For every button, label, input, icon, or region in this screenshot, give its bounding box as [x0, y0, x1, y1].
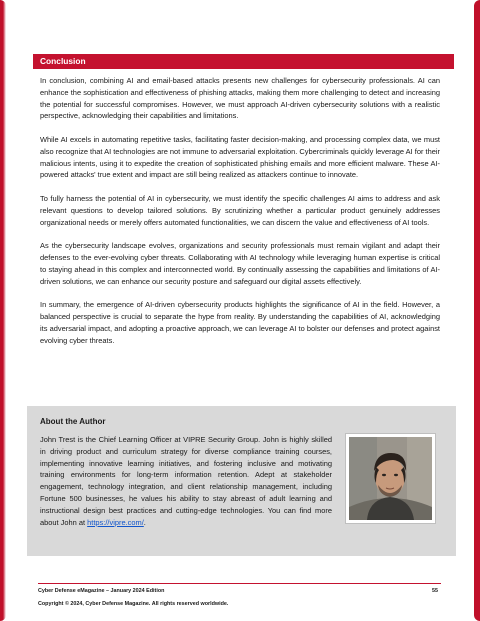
article-body — [40, 75, 440, 358]
about-author-heading: About the Author — [40, 417, 106, 426]
page-number: 55 — [432, 588, 438, 594]
section-heading: Conclusion — [33, 54, 454, 69]
footer-edition: Cyber Defense eMagazine – January 2024 Edition — [38, 588, 165, 594]
paragraph: In conclusion, combining AI and email-based attacks presents new challenges for cybersecurity professionals. AI can enhance the sophistication and effectiveness of phishing attacks, making them more challenging to detect and increasing the potential for successful compromises. However, we must approach AI-driven cybersecurity solutions with a realistic perspective, acknowledging their capabilities and limitations. — [40, 76, 440, 121]
author-bio — [40, 434, 332, 528]
paragraph: As the cybersecurity landscape evolves, organizations and security professionals must remain vigilant and adapt their defenses to the ever-evolving cyber threats. Collaborating with AI technology while leveraging human expertise is critical to staying ahead in this complex and interconnected world. By continually assessing the capabilities and limitations of AI-driven solutions, we can enhance our security posture and safeguard our digital assets effectively. — [40, 241, 440, 286]
paragraph: In summary, the emergence of AI-driven cybersecurity products highlights the significance of AI in the field. However, a balanced perspective is crucial to separate the hype from reality. By understanding the capabilities of AI, acknowledging its adversarial impact, and adopting a proactive approach, we can leverage AI to bolster our defenses and protect against evolving cyber threats. — [40, 300, 440, 345]
author-portrait-image — [349, 437, 432, 520]
author-website-link[interactable]: https://vipre.com/ — [87, 517, 144, 527]
right-edge-decoration — [474, 0, 480, 621]
author-bio-text: John Trest is the Chief Learning Officer at VIPRE Security Group. John is highly skilled in driving product and curriculum strategy for diverse compliance training courses, implementing innovative learning initiatives, and fostering inclusive and motivating training environments for long-term information retention. Adept at stakeholder engagement, technology integration, and client relationship management, including Fortune 500 businesses, he values his ability to stay abreast of adult learning and instructional design best practices and cutting-edge technologies. You can find more about John at — [40, 435, 332, 527]
footer-copyright: Copyright © 2024, Cyber Defense Magazine. All rights reserved worldwide. — [38, 601, 229, 607]
author-bio-end: . — [143, 517, 146, 527]
author-photo — [345, 433, 436, 524]
footer-divider — [38, 583, 441, 584]
left-edge-decoration — [0, 0, 6, 621]
paragraph: While AI excels in automating repetitive tasks, facilitating faster decision-making, and processing complex data, we must also recognize that AI technologies are not immune to adversarial exploitation. Cybercriminals quickly leverage AI for their malicious intents, using it to expedite the creation of sophisticated phishing emails and more efficient malware. These AI-powered attacks' true extent and impact are still being realized as attackers continue to innovate. — [40, 134, 440, 180]
paragraph: To fully harness the potential of AI in cybersecurity, we must identify the specific challenges AI aims to address and ask relevant questions to develop tailored solutions. By scrutinizing whether a particular product genuinely addresses organizational needs or merely offers automated functionalities, we can discern the value and effectiveness of AI tools. — [40, 193, 440, 227]
